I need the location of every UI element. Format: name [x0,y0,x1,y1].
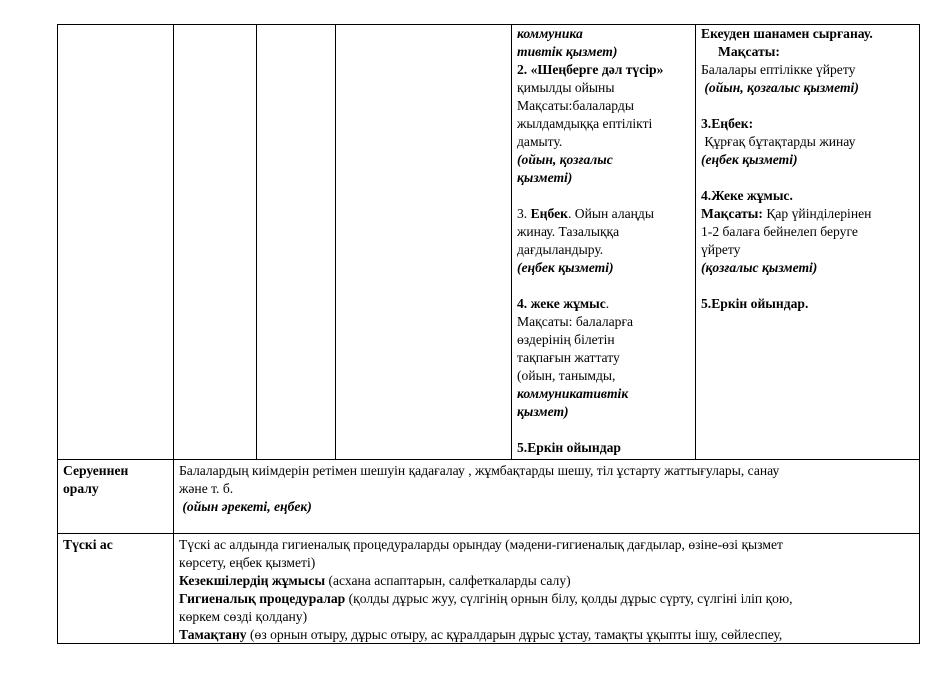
column-divider [256,24,257,459]
text-span: 3. [517,206,531,221]
text-span: (өз орнын отыру, дұрыс отыру, ас құралдарын дұрыс ұстау, тамақты ұқыпты ішу, сөйлеспеу, [246,627,783,642]
blank-line [517,277,663,295]
text-line: (қозғалыс қызметі) [701,260,818,275]
text-span: . Ойын алаңды [567,206,654,221]
text-line [179,590,793,608]
text-span: 4. жеке жұмыс [517,296,606,311]
text-line: 5.Еркін ойындар [517,440,621,455]
text-line: Мақсаты: [701,44,780,59]
text-line: 2. «Шеңберге дәл түсір» [517,62,664,77]
text-line: 1-2 балаға бейнелеп беруге [701,224,858,239]
text-line: қызметі) [517,170,573,185]
text-line [517,295,663,313]
text-line: Серуеннен [63,463,129,478]
text-line: көрсету, еңбек қызметі) [179,555,316,570]
text-span: Мақсаты: [701,206,763,221]
text-line: (еңбек қызметі) [701,152,798,167]
text-span: Гигиеналық процедуралар [179,591,346,606]
text-line [179,572,793,590]
walk-plan-cell-col5 [517,25,663,457]
row-label-return [63,462,128,498]
table-border-right [919,24,920,644]
text-span: Еңбек [530,206,568,221]
text-line: көркем сөзді қолдану) [179,609,308,624]
text-line: үйрету [701,242,741,257]
text-line: Түскі ас алдында гигиеналық процедураларды орындау (мәдени-гигиеналық дағдылар, өзіне-өзі қызмет [179,537,783,552]
lunch-row-content [179,536,793,644]
text-line: оралу [63,481,99,496]
blank-line [517,187,663,205]
text-line [179,626,793,644]
text-line [517,205,663,223]
return-row-content [179,462,779,516]
blank-line [701,277,873,295]
text-line: дамыту. [517,134,563,149]
text-line: Құрғақ бұтақтарды жинау [701,134,856,149]
text-line: Балалары ептілікке үйрету [701,62,856,77]
walk-plan-cell-col6 [701,25,873,313]
text-line: қимылды ойыны [517,80,615,95]
text-line: коммуникативтік [517,386,629,401]
text-line: өздерінің білетін [517,332,615,347]
row-divider [57,459,920,460]
blank-line [517,421,663,439]
column-divider [335,24,336,459]
blank-line [701,169,873,187]
table-border-left [57,24,58,644]
text-line: Екеуден шанамен сырғанау. [701,26,873,41]
text-line: Түскі ас [63,537,113,552]
text-line: жылдамдыққа ептілікті [517,116,653,131]
text-line: коммуника [517,26,583,41]
text-line: тақпағын жаттату [517,350,620,365]
text-line: Мақсаты: балаларға [517,314,634,329]
text-span: . [605,296,610,311]
text-line: 4.Жеке жұмыс. [701,188,793,203]
column-divider [695,24,696,459]
text-line: және т. б. [179,481,234,496]
row-divider [57,533,920,534]
text-line: қызмет) [517,404,569,419]
column-divider [511,24,512,459]
text-line: Мақсаты:балаларды [517,98,634,113]
text-line: Балалардың киімдерін ретімен шешуін қадағалау , жұмбақтарды шешу, тіл ұстарту жаттығулары, санау [179,463,780,478]
text-span: Кезекшілердің жұмысы [179,573,326,588]
row-label-lunch [63,536,113,554]
text-span: (асхана аспаптарын, салфеткаларды салу) [325,573,571,588]
text-line: тивтік қызмет) [517,44,618,59]
text-line: дағдыландыру. [517,242,604,257]
text-span: Қар үйінділерінен [762,206,872,221]
text-line [701,205,873,223]
text-line: жинау. Тазалыққа [517,224,620,239]
text-span: (қолды дұрыс жуу, сүлгінің орнын білу, қолды дұрыс сүрту, сүлгіні іліп қою, [345,591,793,606]
text-line: (ойын әрекеті, еңбек) [179,499,312,514]
text-line: (ойын, қозғалыс [517,152,613,167]
text-line: (еңбек қызметі) [517,260,614,275]
text-line: (ойын, танымды, [517,368,616,383]
text-line: (ойын, қозғалыс қызметі) [701,80,859,95]
text-line: 5.Еркін ойындар. [701,296,809,311]
column-divider [173,24,174,644]
blank-line [701,97,873,115]
text-span: Тамақтану [179,627,247,642]
text-line: 3.Еңбек: [701,116,754,131]
